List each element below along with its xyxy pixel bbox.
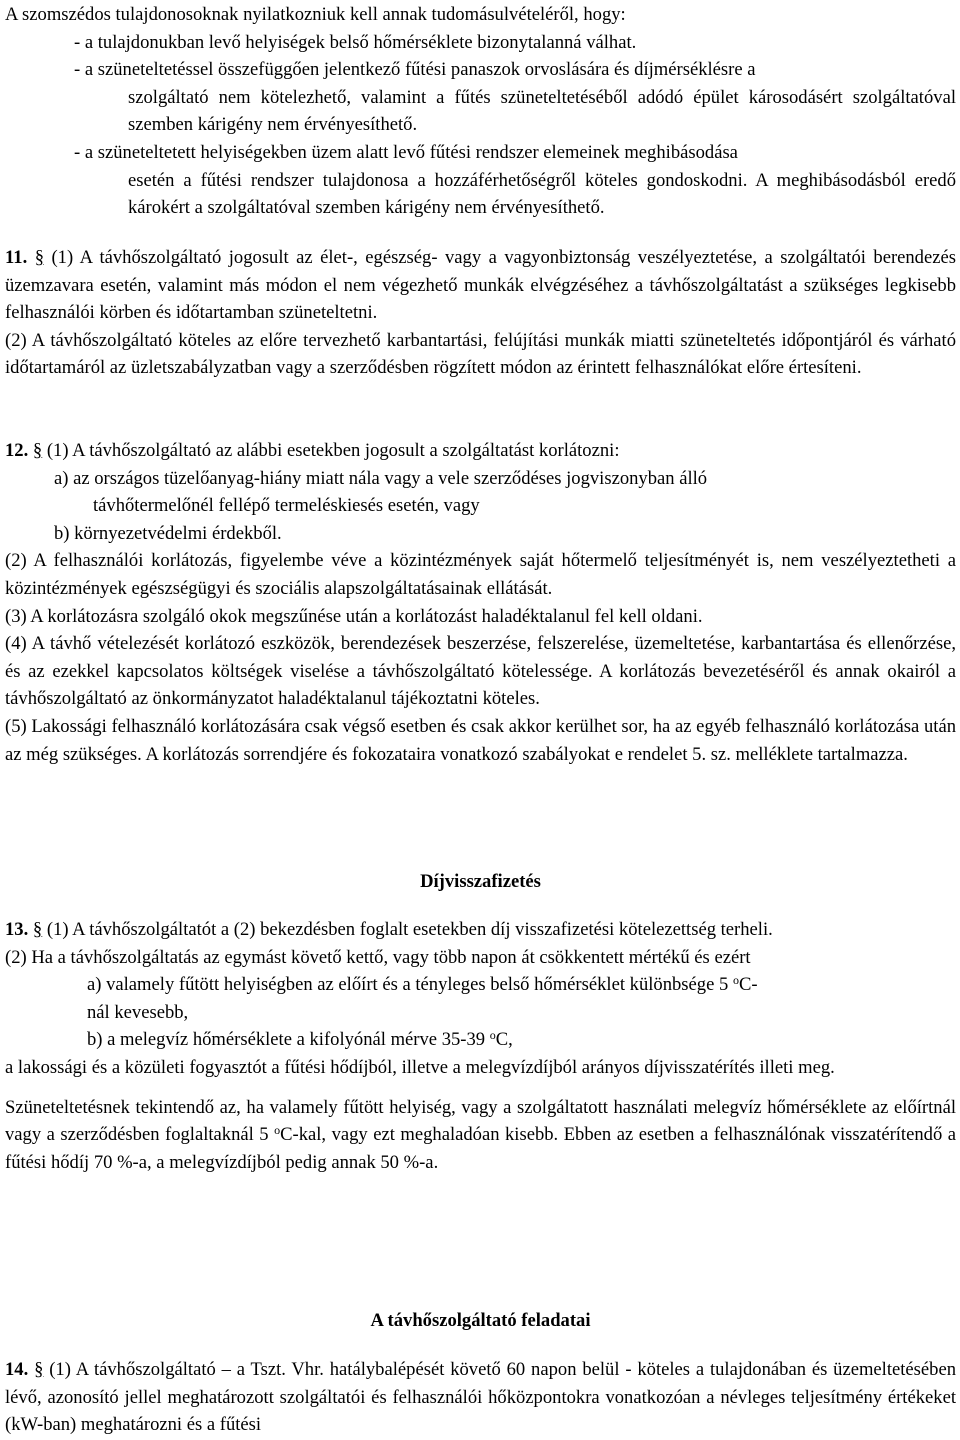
item-a-text: a) valamely fűtött helyiségben az előírt és a tényleges belső hőmérséklet különbsége 5	[87, 974, 733, 996]
dash-item-3-cont: esetén a fűtési rendszer tulajdonosa a hozzáférhetőségről köteles gondoskodni. A meghibásodásból eredő károkért a szolgáltatóval szemben kárigény nem érvényesíthető.	[128, 169, 956, 219]
section-11-text-1: (1) A távhőszolgáltató jogosult az élet-, egészség- vagy a vagyonbiztonság veszélyeztetése, a szolgáltatói berendezés üzemzavara esetén, valamint más módon el nem végezhető munkák elvégzéséhez a távhőszolgáltatást a szükséges legkisebb felhasználói körben és időtartamban szüneteltetni.	[5, 247, 956, 324]
dash-item-2-cont: szolgáltató nem kötelezhető, valamint a fűtés szüneteltetéséből adódó épület károsodásért szolgáltatóval szemben kárigény nem érvényesíthető.	[128, 86, 956, 136]
degree-sup: o	[274, 1123, 281, 1138]
section-12-para-5: (5) Lakossági felhasználó korlátozására csak végső esetben és csak akkor kerülhet sor, ha az egyéb felhasználó korlátozása után az még szükséges. A korlátozás sorrendjére és fokozataira vonatkozó szabályokat e rendelet 5. sz. melléklete tartalmazza.	[5, 715, 956, 765]
section-12-para-1	[5, 437, 956, 465]
item-b-text: b) a melegvíz hőmérséklete a kifolyónál mérve 35-39	[87, 1029, 490, 1051]
section-12-para-3: (3) A korlátozásra szolgáló okok megszűnése után a korlátozást haladéktalanul fel kell oldani.	[5, 605, 703, 627]
intro-block	[5, 1, 956, 222]
heading-feladatai: A távhőszolgáltató feladatai	[370, 1310, 591, 1331]
intro-line: A szomszédos tulajdonosoknak nyilatkozniuk kell annak tudomásulvételéről, hogy:	[5, 4, 626, 25]
section-sign: §	[34, 247, 44, 268]
heading-dijvisszafizetes: Díjvisszafizetés	[420, 871, 541, 892]
section-13-item-b	[5, 1026, 956, 1054]
section-sign: §	[34, 1359, 44, 1380]
degree-sup: o	[489, 1028, 496, 1043]
degree-sup: o	[732, 973, 739, 988]
section-14-para-1	[5, 1356, 956, 1439]
heading-block-1	[5, 868, 956, 896]
section-12-item-a	[5, 465, 956, 520]
item-b-unit: C,	[495, 1029, 513, 1051]
section-13	[5, 916, 956, 1176]
section-11-para-1	[5, 244, 956, 327]
section-13-para-3	[5, 1094, 956, 1177]
section-11	[5, 244, 956, 382]
section-13-item-a	[5, 971, 956, 1026]
dash-item-1: - a tulajdonukban levő helyiségek belső hőmérséklete bizonytalanná válhat.	[74, 31, 637, 53]
section-sign: §	[32, 440, 43, 461]
section-12-item-b: b) környezetvédelmi érdekből.	[54, 522, 282, 544]
dash-item-2-first: - a szüneteltetéssel összefüggően jelentkező fűtési panaszok orvoslására és díjmérséklésre a	[74, 59, 756, 81]
item-a-unit: C-	[738, 974, 758, 996]
dash-item-2	[5, 56, 956, 139]
heading-block-2	[5, 1307, 956, 1335]
section-12-para-2: (2) A felhasználói korlátozás, figyelembe véve a közintézmények saját hőtermelő teljesítményét is, nem veszélyeztetheti a közintézmények egészségügyi és szociális alapszolgáltatásainak ellátását.	[5, 550, 956, 599]
section-13-para-2: (2) Ha a távhőszolgáltatás az egymást követő kettő, vagy több napon át csökkentett mértékű és ezért	[5, 946, 751, 968]
dash-item-3	[5, 139, 956, 222]
dash-item-3-first: - a szüneteltetett helyiségekben üzem alatt levő fűtési rendszer elemeinek meghibásodása	[74, 141, 738, 163]
section-14	[5, 1356, 956, 1439]
item-a-cont: távhőtermelőnél fellépő termeléskiesés esetén, vagy	[93, 495, 480, 517]
section-sign: §	[32, 919, 43, 940]
section-13-para-1	[5, 916, 956, 944]
section-13-text-1: (1) A távhőszolgáltatót a (2) bekezdésben foglalt esetekben díj visszafizetési kötelezettség terheli.	[46, 919, 773, 940]
section-number: 13.	[5, 919, 29, 940]
item-a-first: a) az országos tüzelőanyag-hiány miatt nála vagy a vele szerződéses jogviszonyban álló	[54, 467, 708, 489]
item-a-cont: nál kevesebb,	[87, 1001, 189, 1023]
section-11-para-2: (2) A távhőszolgáltató köteles az előre tervezhető karbantartási, felújítási munkák miatti szüneteltetés időpontjáról és várható időtartamáról az üzletszabályzatban vagy a szerződésben rögzített módon az érintett felhasználókat előre értesíteni.	[5, 329, 956, 379]
para-3-text: Szüneteltetésnek tekintendő az, ha valamely fűtött helyiség, vagy a szolgáltatott használati melegvíz hőmérséklete az előírtnál vagy a szerződésben foglaltaknál 5	[5, 1096, 956, 1146]
section-12-para-4: (4) A távhő vételezését korlátozó eszközök, berendezések beszerzése, felszerelése, üzemeltetése, karbantartása és ellenőrzése, és az ezekkel kapcsolatos költségek viselése a távhőszolgáltató kötelessége. A korlátozás bevezetéséről és annak okairól a távhőszolgáltató az önkormányzatot haladéktalanul tájékoztatni köteles.	[5, 633, 956, 710]
section-12	[5, 437, 956, 768]
section-13-tail: a lakossági és a közületi fogyasztót a fűtési hődíjból, illetve a melegvízdíjból arányos díjvisszatérítés illeti meg.	[5, 1056, 835, 1078]
section-12-text-1: (1) A távhőszolgáltató az alábbi esetekben jogosult a szolgáltatást korlátozni:	[46, 440, 620, 461]
section-number: 12.	[5, 440, 29, 461]
para-3-text-end: C-kal, vagy ezt meghaladóan kisebb. Ebben az esetben a felhasználónak visszatérítendő a fűtési hődíj 70 %-a, a melegvízdíjból pedig annak 50 %-a.	[5, 1124, 956, 1173]
section-number: 11.	[5, 247, 28, 268]
section-number: 14.	[5, 1359, 29, 1380]
section-14-text-1: (1) A távhőszolgáltató – a Tszt. Vhr. hatálybalépését követő 60 napon belül - köteles a tulajdonában és üzemeltetésében lévő, azonosító jellel meghatározott szolgáltatói és felhasználói hőközpontokra vonatkozóan a névleges teljesítmény értékeket (kW-ban) meghatározni és a fűtési	[5, 1359, 956, 1436]
